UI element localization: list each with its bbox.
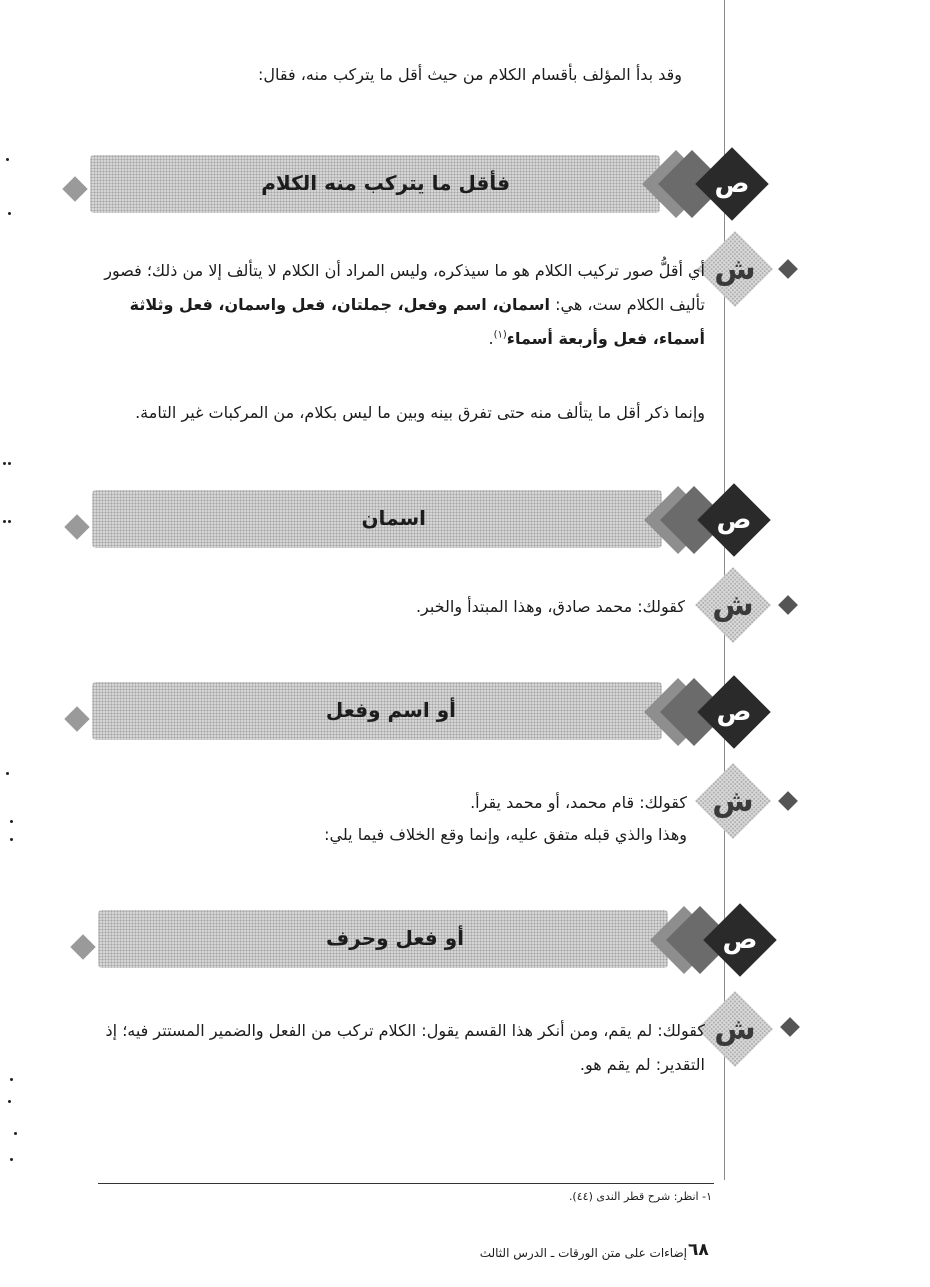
bullet-diamond-icon xyxy=(778,791,798,811)
footnote: ١- انظر: شرح قطر الندى (٤٤). xyxy=(568,1190,712,1203)
heading-diamond-icon xyxy=(62,176,87,201)
section-heading: اسمان xyxy=(361,506,426,530)
section-heading: فأقل ما يتركب منه الكلام xyxy=(261,171,510,195)
heading-diamond-icon xyxy=(70,934,95,959)
footnote-ref: (١) xyxy=(493,329,507,341)
commentary-paragraph: كقولك: لم يقم، ومن أنكر هذا القسم يقول: الكلام تركب من الفعل والضمير المستتر فيه؛ إذ التقدير: لم يقم هو. xyxy=(105,1021,705,1074)
matn-marker-label: ص xyxy=(714,169,750,199)
heading-diamond-icon xyxy=(64,706,89,731)
scan-mark xyxy=(10,820,13,823)
scan-mark xyxy=(8,462,11,465)
section-heading-banner xyxy=(92,682,662,740)
commentary-paragraph: كقولك: قام محمد، أو محمد يقرأ. xyxy=(470,793,687,812)
scan-mark xyxy=(14,1132,17,1135)
sharh-marker-label: ش xyxy=(712,784,754,819)
matn-marker-label: ص xyxy=(716,697,752,727)
intro-text: وقد بدأ المؤلف بأقسام الكلام من حيث أقل ما يتركب منه، فقال: xyxy=(258,65,682,84)
bullet-diamond-icon xyxy=(778,259,798,279)
bullet-diamond-icon xyxy=(778,595,798,615)
section-heading-banner xyxy=(98,910,668,968)
scan-mark xyxy=(3,520,6,523)
scan-mark xyxy=(6,158,9,161)
scan-mark xyxy=(6,772,9,775)
commentary-paragraph: كقولك: محمد صادق، وهذا المبتدأ والخبر. xyxy=(415,597,685,616)
section-heading: أو اسم وفعل xyxy=(325,698,456,722)
heading-diamond-icon xyxy=(64,514,89,539)
footnote-separator xyxy=(98,1183,714,1184)
commentary-paragraph: وإنما ذكر أقل ما يتألف منه حتى تفرق بينه وبين ما ليس بكلام، من المركبات غير التامة. xyxy=(135,403,705,422)
section-heading-banner xyxy=(90,155,660,213)
sharh-marker-label: ش xyxy=(714,1012,756,1047)
running-footer-title: إضاءات على متن الورقات ـ الدرس الثالث xyxy=(479,1246,687,1260)
commentary-text: أي أقلُّ صور تركيب الكلام هو ما سيذكره، وليس المراد أن الكلام لا يتألف إلا من ذلك؛ فصور تأليف الكلام ست، هي: xyxy=(104,261,705,314)
page-number: ٦٨ xyxy=(688,1240,709,1260)
scan-mark xyxy=(8,1100,11,1103)
section-heading-banner xyxy=(92,490,662,548)
matn-marker-label: ص xyxy=(722,925,758,955)
scan-mark xyxy=(8,212,11,215)
matn-marker-label: ص xyxy=(716,505,752,535)
commentary-paragraph xyxy=(85,254,705,356)
scan-mark xyxy=(8,520,11,523)
sharh-marker-label: ش xyxy=(712,588,754,623)
commentary-end: . xyxy=(488,329,494,348)
scan-mark xyxy=(3,462,6,465)
sharh-marker-label: ش xyxy=(714,252,756,287)
scan-mark xyxy=(10,838,13,841)
commentary-bold: اسمان، اسم وفعل، جملتان، فعل واسمان، فعل وثلاثة أسماء، فعل وأربعة أسماء xyxy=(129,295,705,348)
scan-mark xyxy=(10,1158,13,1161)
scan-mark xyxy=(10,1078,13,1081)
section-heading: أو فعل وحرف xyxy=(326,926,464,950)
bullet-diamond-icon xyxy=(780,1017,800,1037)
commentary-paragraph: وهذا والذي قبله متفق عليه، وإنما وقع الخلاف فيما يلي: xyxy=(324,825,687,844)
